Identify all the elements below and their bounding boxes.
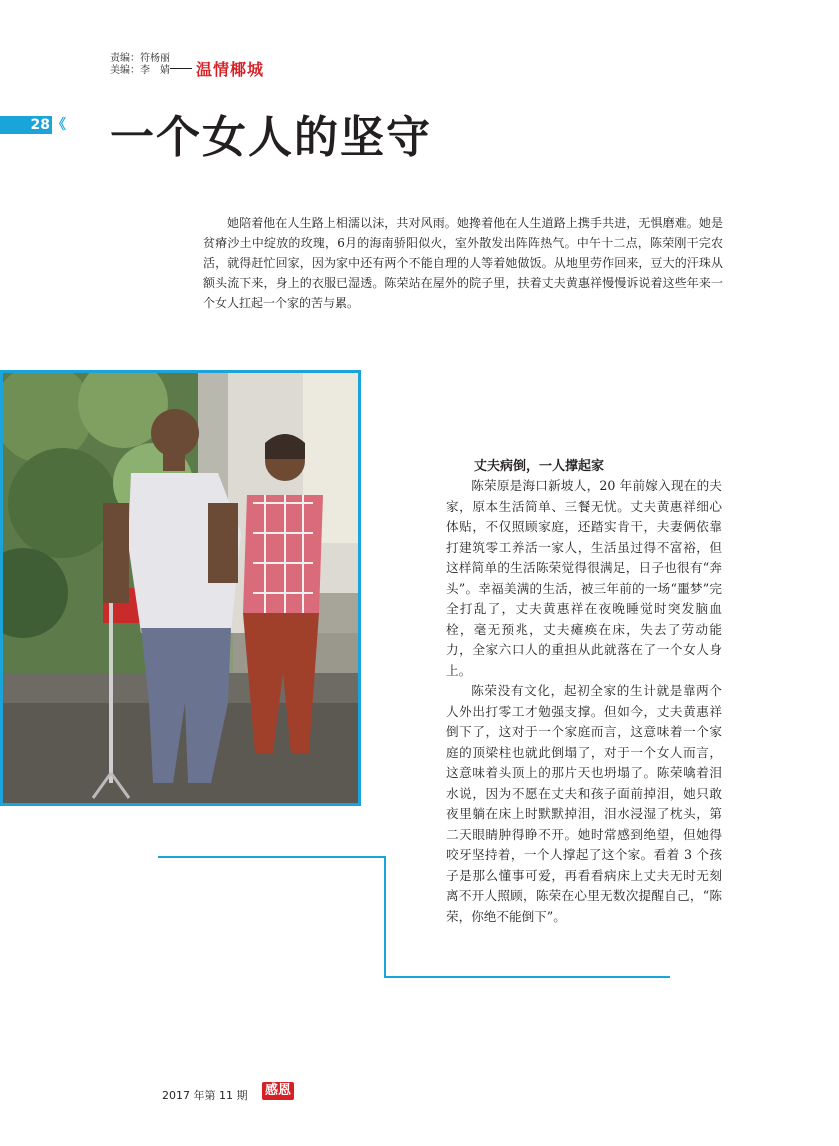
magazine-logo: 感恩	[262, 1082, 294, 1100]
column-name: 温情椰城	[196, 60, 265, 79]
article-body	[446, 476, 722, 927]
footer-issue: 2017 年第 11 期	[162, 1089, 248, 1102]
editor-label: 责编：符杨丽	[110, 53, 170, 64]
decorative-line	[384, 976, 670, 978]
editor-credits	[110, 53, 170, 77]
article-intro: 她陪着他在人生路上相濡以沫，共对风雨。她搀着他在人生道路上携手共进，无惧磨难。她是贫瘠沙土中绽放的玫瑰，6月的海南骄阳似火，室外散发出阵阵热气。中午十二点，陈荣刚干完农活，就得赶忙回家，因为家中还有两个不能自理的人等着她做饭。从地里劳作回来，豆大的汗珠从额头流下来，身上的衣服已湿透。陈荣站在屋外的院子里，扶着丈夫黄惠祥慢慢诉说着这些年来一个女人扛起一个家的苦与累。	[203, 216, 723, 310]
paragraph: 陈荣原是海口新坡人，20 年前嫁入现在的夫家，原本生活简单、三餐无忧。丈夫黄惠祥细心体贴，不仅照顾家庭，还踏实肯干，夫妻俩依靠打建筑零工养活一家人，生活虽过得不富裕，但这样简单的生活陈荣觉得很满足，日子也很有“奔头”。幸福美满的生活，被三年前的一场“噩梦”完全打乱了，丈夫黄惠祥在夜晚睡觉时突发脑血栓，毫无预兆，丈夫瘫痪在床，失去了劳动能力，全家六口人的重担从此就落在了一个女人身上。	[446, 478, 722, 678]
article-photo	[3, 373, 358, 803]
decorative-line	[384, 856, 386, 978]
paragraph: 陈荣没有文化，起初全家的生计就是靠两个人外出打零工才勉强支撑。但如今，丈夫黄惠祥倒下了，这对于一个家庭而言，这意味着一个家庭的顶梁柱也就此倒塌了，对于一个女人而言，这意味着头顶上的那片天也坍塌了。陈荣噙着泪水说，因为不愿在丈夫和孩子面前掉泪，她只敢夜里躺在床上时默默掉泪，泪水浸湿了枕头，第二天眼睛肿得睁不开。她时常感到绝望，但她得咬牙坚持着，一个人撑起了这个家。看着 3 个孩子是那么懂事可爱，再看看病床上丈夫无时无刻离不开人照顾，陈荣在心里无数次提醒自己，“陈荣，你绝不能倒下”。	[446, 683, 722, 924]
designer-label: 美编：李 婧	[110, 65, 170, 76]
section-heading: 丈夫病倒，一人撑起家	[474, 459, 605, 474]
credit-divider	[170, 68, 192, 69]
decorative-line	[158, 856, 386, 858]
page-number: 28	[0, 116, 52, 134]
page-arrow-icon: 《	[52, 117, 66, 133]
article-title: 一个女人的坚守	[110, 112, 432, 163]
